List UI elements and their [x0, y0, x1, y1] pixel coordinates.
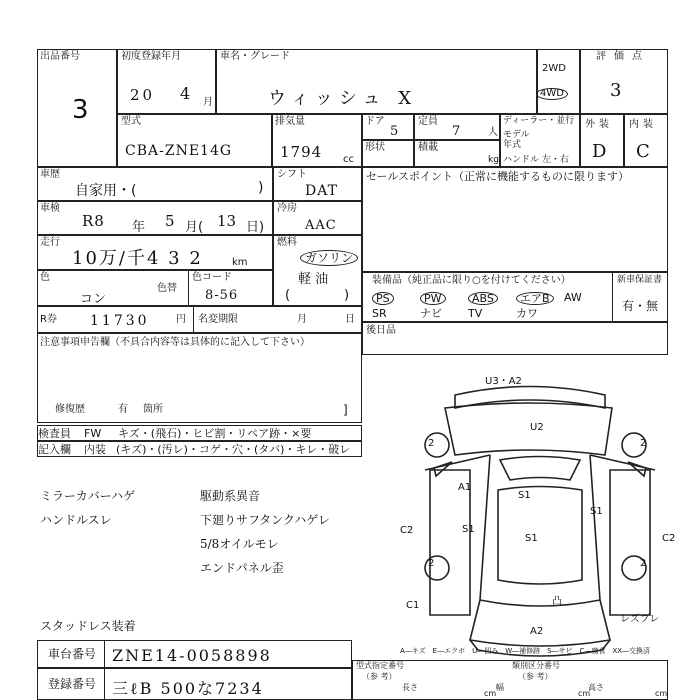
notices-label: 注意事項申告欄（不具合内容等は具体的に記入して下さい）: [40, 337, 310, 348]
height-cm: cm: [655, 689, 668, 698]
door-label: ドア: [365, 116, 385, 127]
drive-2wd: 2WD: [542, 63, 566, 74]
damage-mark: U2: [530, 422, 544, 433]
inspection-day-suffix: 日): [246, 220, 265, 235]
warranty-value: 有・無: [622, 299, 659, 313]
fuel-paren-close: ): [344, 288, 350, 303]
equipment-item: ナビ: [420, 307, 442, 320]
equipment-item: ABS: [468, 292, 498, 305]
note-line: ミラーカバーハゲ: [40, 489, 136, 503]
equipment-item: AW: [564, 291, 582, 304]
dealer-label: ディーラー・並行: [503, 116, 575, 126]
recycle-value: 11730: [90, 313, 150, 329]
recycle-label: R券: [40, 314, 57, 325]
equipment-row-2: [366, 306, 566, 322]
sales-point-label: セールスポイント（正常に機能するものに限ります）: [366, 170, 630, 183]
color-code-value: 8-56: [205, 288, 239, 303]
equipment-item: PS: [372, 292, 394, 305]
damage-mark: S1: [525, 533, 538, 544]
inspector-items: キズ・(飛石)・ヒビ割・リペア跡・×要: [118, 427, 312, 440]
lot-label: 出品番号: [40, 51, 80, 62]
door-value: 5: [390, 124, 402, 139]
handle-label: ハンドル 左・右: [503, 155, 569, 165]
drive-box: [537, 49, 580, 114]
recycle-month-suffix: 月: [297, 314, 307, 325]
type-no-label: 型式指定番号: [356, 661, 404, 670]
cooling-value: AAC: [305, 218, 337, 233]
type-no-ref: （参 考）: [362, 672, 397, 681]
inspection-era: R8: [82, 212, 105, 230]
color-label: 色: [40, 272, 50, 283]
recycle-expiry-label: 名変期限: [198, 314, 238, 325]
damage-mark: 2: [428, 558, 435, 569]
damage-mark: 凸: [552, 596, 562, 607]
equipment-item: PW: [420, 292, 446, 305]
cooling-label: 冷房: [277, 203, 297, 214]
fuel-paren-open: (: [285, 288, 291, 303]
displacement-label: 排気量: [275, 116, 305, 127]
equipment-item: TV: [468, 307, 483, 320]
exterior-value: D: [592, 141, 610, 162]
equipment-label: 装備品（純正品に限り○を付けてください）: [372, 275, 571, 286]
color-code-label: 色コード: [192, 272, 232, 283]
displacement-value: 1794: [280, 143, 323, 161]
note-line: 下廻りサフタンクハゲレ: [200, 513, 330, 527]
entry-label: 記入欄: [38, 443, 71, 456]
length-label: 長さ: [402, 683, 418, 692]
exterior-label: 外装: [585, 119, 613, 130]
inspection-box: [37, 201, 273, 235]
height-label: 高さ: [588, 683, 604, 692]
first-reg-month: 4: [180, 84, 194, 103]
chassis-label: 車台番号: [48, 647, 97, 661]
shape-label: 形状: [365, 142, 385, 153]
capacity-label: 定員: [418, 116, 438, 127]
displacement-unit: cc: [343, 154, 354, 165]
note-line: ハンドルスレ: [40, 513, 112, 527]
drive-4wd-selected: 4WD: [536, 88, 568, 100]
inspection-month-suffix: 月(: [185, 220, 204, 235]
inspection-year-suffix: 年: [132, 220, 146, 235]
capacity-value: 7: [452, 124, 464, 139]
note-line: 5/8オイルモレ: [200, 537, 279, 551]
color-value: コン: [80, 292, 107, 307]
class-no-label: 類別区分番号: [512, 661, 560, 670]
damage-mark: S1: [462, 524, 475, 535]
length-cm: cm: [484, 689, 497, 698]
inspector-fw: FW: [84, 427, 102, 440]
score-value: 3: [610, 80, 625, 101]
entry-interior: 内装: [84, 443, 106, 456]
damage-mark: C1: [406, 600, 420, 611]
history-value: 自家用・(: [75, 183, 137, 199]
recycle-unit: 円: [176, 314, 186, 325]
damage-legend: A―キズ E―エクボ U―凹み W―補修跡 S―サビ C―腐食 XX―交換済: [400, 647, 651, 655]
plate-value: 三ℓB 500な7234: [112, 679, 264, 698]
load-label: 積載: [418, 142, 438, 153]
repair-location: 箇所: [143, 404, 163, 415]
repair-label: 修復歴: [55, 404, 85, 415]
damage-mark: C2: [400, 525, 414, 536]
inspection-day: 13: [217, 212, 237, 230]
damage-mark: U3・A2: [485, 376, 522, 387]
damage-mark: 2: [640, 558, 647, 569]
equipment-row-1: [366, 290, 610, 306]
after-fit-box: [362, 322, 668, 355]
lot-number: 3: [72, 95, 89, 125]
width-cm: cm: [578, 689, 591, 698]
model-type-label: 型式: [121, 116, 141, 127]
load-unit: kg: [488, 155, 499, 165]
fuel-selected: ガソリン: [300, 250, 358, 266]
width-label: 幅: [496, 683, 504, 692]
repair-bracket: ]: [343, 403, 348, 417]
equipment-item: エアB: [516, 292, 554, 305]
interior-label: 内装: [629, 119, 657, 130]
inspection-month: 5: [165, 212, 178, 230]
damage-mark: 2: [428, 438, 435, 449]
damage-mark: A2: [530, 626, 544, 637]
note-line: 駆動系異音: [200, 489, 261, 503]
color-code-divider: [188, 270, 189, 306]
plate-label: 登録番号: [48, 677, 97, 691]
studless-note: スタッドレス装着: [40, 619, 136, 633]
color-change-label: 色替: [157, 283, 177, 294]
capacity-unit: 人: [488, 127, 498, 138]
after-fit-label: 後日品: [366, 325, 396, 336]
car-name-label: 車名・グレード: [220, 51, 290, 62]
history-box: [37, 167, 273, 201]
model-year-label: モデル年式: [503, 130, 530, 150]
inspector-label: 検査員: [38, 427, 71, 440]
shift-label: シフト: [277, 169, 307, 180]
shift-value: DAT: [305, 183, 338, 199]
first-reg-year: 20: [130, 86, 156, 104]
damage-mark: C2: [662, 533, 676, 544]
first-reg-month-suffix: 月: [203, 97, 213, 108]
first-reg-label: 初度登録年月: [121, 51, 181, 62]
mileage-label: 走行: [40, 237, 60, 248]
class-no-ref: （参 考）: [518, 672, 553, 681]
mileage-value: 10万/千4 3 2: [72, 248, 203, 269]
repair-value: 有: [118, 404, 128, 415]
note-line: エンドパネル歪: [200, 561, 284, 575]
damage-mark: A1: [458, 482, 472, 493]
equipment-item: SR: [372, 307, 387, 320]
equipment-item: カワ: [516, 307, 538, 320]
equipment-divider: [612, 272, 613, 322]
damage-mark: S1: [590, 506, 603, 517]
entry-items: (キズ)・(汚レ)・コゲ・穴・(タバ)・キレ・破レ: [116, 443, 351, 456]
history-label: 車歴: [40, 169, 60, 180]
interior-value: C: [636, 141, 653, 162]
warranty-label: 新車保証書: [617, 275, 663, 285]
recycle-day-suffix: 日: [345, 314, 355, 325]
damage-mark: レズブレ: [620, 614, 660, 625]
fuel-option2: 軽 油: [298, 272, 329, 287]
fuel-label: 燃料: [277, 237, 297, 248]
inspection-label: 車検: [40, 203, 60, 214]
recycle-divider: [193, 306, 194, 333]
damage-mark: S1: [518, 490, 531, 501]
chassis-value: ZNE14-0058898: [112, 646, 272, 665]
car-name-value: ウィッシュ X: [268, 88, 418, 109]
score-label: 評価点: [596, 51, 650, 62]
history-close: ): [258, 180, 264, 196]
model-type-value: CBA-ZNE14G: [125, 143, 233, 159]
mileage-unit: km: [232, 257, 248, 268]
damage-mark: 2: [640, 438, 647, 449]
